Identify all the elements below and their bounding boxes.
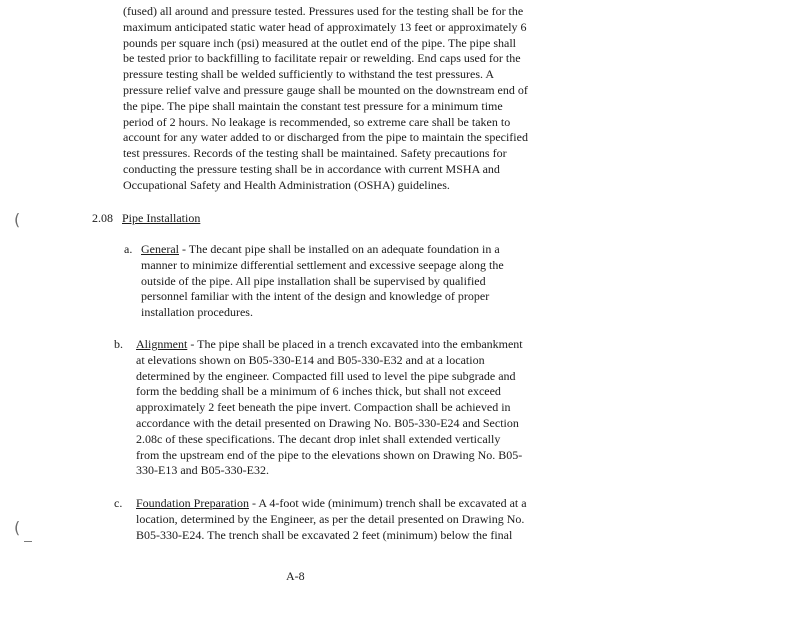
list-marker: a.: [124, 242, 133, 256]
paragraph-line: conducting the pressure testing shall be in accordance with current MSHA and: [123, 161, 500, 176]
list-item-alignment: [114, 337, 536, 479]
pressure-testing-paragraph: [123, 4, 533, 194]
item-line: 2.08c of these specifications. The decant drop inlet shall extended vertically: [136, 431, 501, 446]
item-line: from the upstream end of the pipe to the elevations shown on Drawing No. B05-: [136, 447, 523, 462]
paragraph-line: maximum anticipated static water head of approximately 13 feet or approximately 6: [123, 19, 527, 34]
margin-tick-mark: [24, 541, 32, 542]
paragraph-line: the pipe. The pipe shall maintain the constant test pressure for a minimum time: [123, 98, 503, 113]
item-line: outside of the pipe. All pipe installation shall be supervised by qualified: [141, 273, 486, 288]
margin-bracket-mark: (: [14, 210, 21, 229]
paragraph-line: pressure relief valve and pressure gauge shall be mounted on the downstream end of: [123, 82, 528, 97]
list-marker: c.: [114, 496, 123, 510]
item-line: installation procedures.: [141, 305, 253, 320]
item-line: approximately 2 feet beneath the pipe invert. Compaction shall be achieved in: [136, 400, 511, 415]
margin-bracket-mark: (: [14, 518, 21, 537]
paragraph-line: test pressures. Records of the testing shall be maintained. Safety precautions for: [123, 146, 507, 161]
paragraph-line: (fused) all around and pressure tested. Pressures used for the testing shall be for the: [123, 4, 524, 18]
item-line: determined by the engineer. Compacted fill used to level the pipe subgrade and: [136, 368, 516, 383]
item-title: General: [141, 242, 179, 256]
paragraph-line: period of 2 hours. No leakage is recommended, so extreme care shall be taken to: [123, 114, 511, 129]
item-title: Foundation Preparation: [136, 496, 249, 510]
item-text: - The pipe shall be placed in a trench excavated into the embankment: [187, 337, 523, 351]
item-line: B05-330-E24. The trench shall be excavated 2 feet (minimum) below the final: [136, 527, 513, 542]
paragraph-line: pressure testing shall be welded sufficiently to withstand the test pressures. A: [123, 67, 495, 82]
item-line: form the bedding shall be a minimum of 6 inches thick, but shall not exceed: [136, 384, 501, 399]
paragraph-line: be tested prior to backfilling to facilitate repair or rewelding. End caps used for the: [123, 51, 521, 66]
item-line: 330-E13 and B05-330-E32.: [136, 463, 269, 478]
list-marker: b.: [114, 337, 123, 351]
section-number: 2.08: [92, 211, 113, 225]
item-line: accordance with the detail presented on Drawing No. B05-330-E24 and Section: [136, 415, 519, 430]
list-item-general: [124, 242, 541, 321]
page-number: A-8: [286, 569, 305, 583]
item-line: personnel familiar with the intent of the design and knowledge of proper: [141, 289, 490, 304]
item-text: - The decant pipe shall be installed on an adequate foundation in a: [178, 242, 500, 256]
item-line: at elevations shown on B05-330-E14 and B05-330-E32 and at a location: [136, 352, 485, 367]
paragraph-line: pounds per square inch (psi) measured at the outlet end of the pipe. The pipe shall: [123, 35, 516, 50]
item-line: manner to minimize differential settlement and excessive seepage along the: [141, 257, 504, 272]
item-line: location, determined by the Engineer, as per the detail presented on Drawing No.: [136, 511, 525, 526]
section-heading: [92, 210, 200, 226]
item-title: Alignment: [136, 337, 188, 351]
item-text: - A 4-foot wide (minimum) trench shall be excavated at a: [248, 496, 527, 510]
paragraph-line: account for any water added to or discharged from the pipe to maintain the specified: [123, 130, 528, 145]
section-title: Pipe Installation: [122, 211, 201, 225]
paragraph-line: Occupational Safety and Health Administration (OSHA) guidelines.: [123, 177, 450, 192]
list-item-foundation-preparation: [114, 496, 536, 543]
